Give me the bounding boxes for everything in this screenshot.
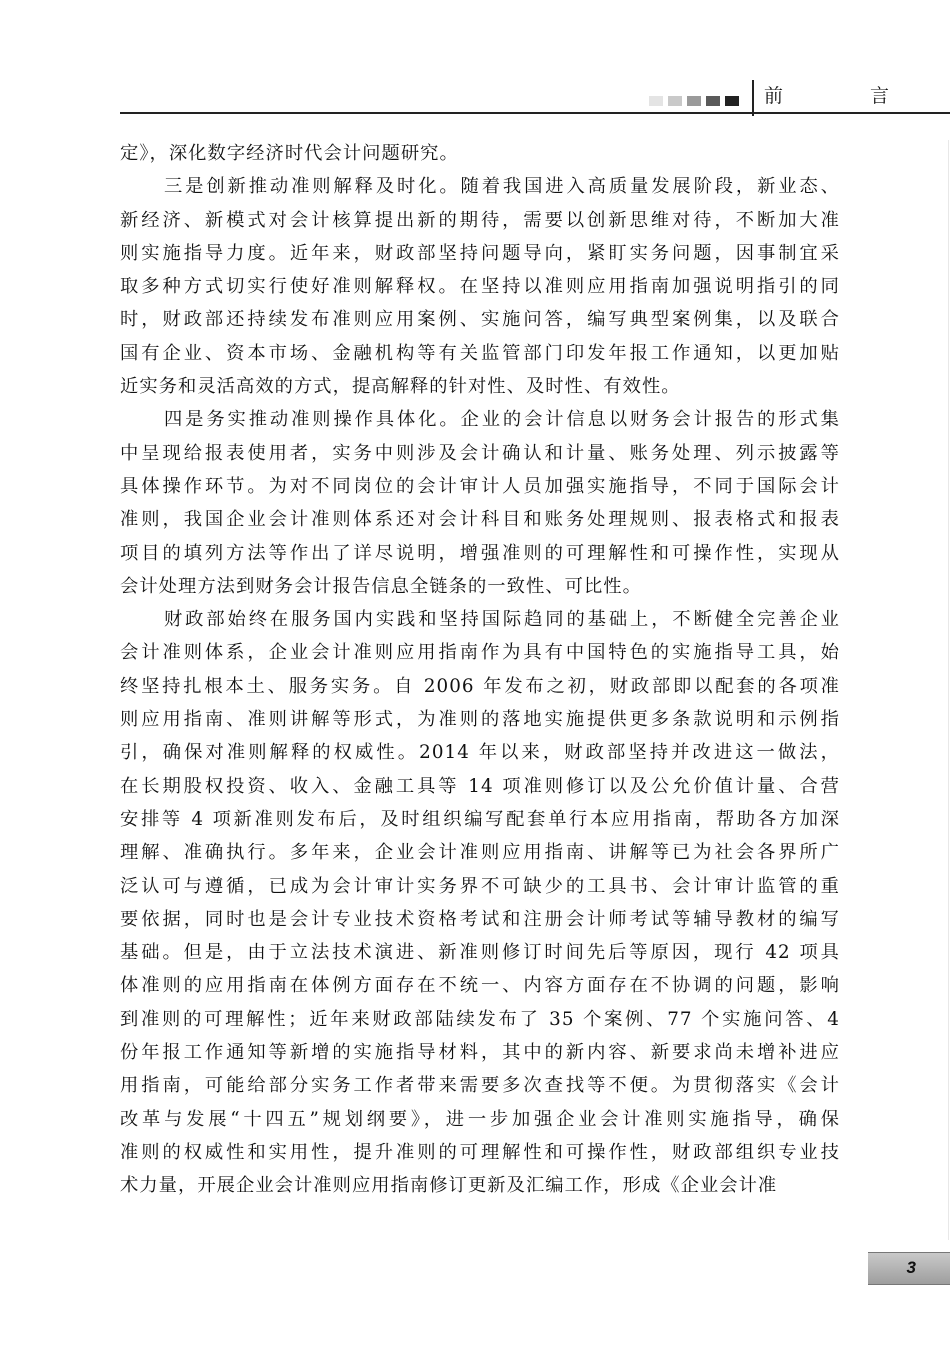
text-line: 时，财政部还持续发布准则应用案例、实施问答，编写典型案例集，以及联合: [120, 309, 840, 331]
header-square: [668, 96, 682, 106]
text-line: 准则，我国企业会计准则体系还对会计科目和账务处理规则、报表格式和报表: [120, 509, 840, 531]
text-line: 体准则的应用指南在体例方面存在不统一、内容方面存在不协调的问题，影响: [120, 975, 840, 997]
paragraph: [120, 137, 840, 170]
text-line: 则实施指导力度。近年来，财政部坚持问题导向，紧盯实务问题，因事制宜采: [120, 242, 840, 264]
text-line: 到准则的可理解性；近年来财政部陆续发布了 35 个案例、77 个实施问答、4: [120, 1008, 840, 1030]
text-line: 项目的填列方法等作出了详尽说明，增强准则的可理解性和可操作性，实现从: [120, 542, 840, 564]
text-line: 中呈现给报表使用者，实务中则涉及会计确认和计量、账务处理、列示披露等: [120, 442, 840, 464]
section-title: 前 言: [764, 85, 924, 107]
text-line: 财政部始终在服务国内实践和坚持国际趋同的基础上，不断健全完善企业: [164, 609, 840, 631]
running-header: [0, 0, 950, 130]
text-line: 新经济、新模式对会计核算提出新的期待，需要以创新思维对待，不断加大准: [120, 209, 840, 231]
header-square: [725, 96, 739, 106]
page-number-tab: [868, 1252, 950, 1285]
text-line: 定》，深化数字经济时代会计问题研究。: [120, 143, 459, 164]
text-line: 终坚持扎根本土、服务实务。自 2006 年发布之初，财政部即以配套的各项准: [120, 675, 840, 697]
header-rule: [120, 112, 950, 114]
text-line: 基础。但是，由于立法技术演进、新准则修订时间先后等原因，现行 42 项具: [120, 942, 840, 964]
text-line: 会计处理方法到财务会计报告信息全链条的一致性、可比性。: [120, 575, 642, 597]
text-line: 安排等 4 项新准则发布后，及时组织编写配套单行本应用指南，帮助各方加深: [120, 808, 840, 830]
page-edge: [948, 140, 949, 1240]
paragraph: [120, 170, 840, 403]
text-line: 在长期股权投资、收入、金融工具等 14 项准则修订以及公允价值计量、合营: [120, 775, 840, 797]
text-line: 要依据，同时也是会计专业技术资格考试和注册会计师考试等辅导教材的编写: [120, 908, 840, 930]
header-square: [706, 96, 720, 106]
text-line: 术力量，开展企业会计准则应用指南修订更新及汇编工作，形成《企业会计准: [120, 1175, 778, 1197]
text-line: 用指南，可能给部分实务工作者带来需要多次查找等不便。为贯彻落实《会计: [120, 1075, 840, 1097]
header-divider: [752, 80, 754, 116]
text-line: 泛认可与遵循，已成为会计审计实务界不可缺少的工具书、会计审计监管的重: [120, 875, 840, 897]
text-line: 四是务实推动准则操作具体化。企业的会计信息以财务会计报告的形式集: [164, 409, 840, 431]
header-square: [687, 96, 701, 106]
header-square: [649, 96, 663, 106]
text-line: 国有企业、资本市场、金融机构等有关监管部门印发年报工作通知，以更加贴: [120, 342, 840, 364]
text-line: 近实务和灵活高效的方式，提高解释的针对性、及时性、有效性。: [120, 376, 681, 398]
page-number: 3: [906, 1258, 916, 1277]
text-line: 引，确保对准则解释的权威性。2014 年以来，财政部坚持并改进这一做法，: [120, 742, 840, 764]
paragraph: [120, 403, 840, 603]
text-line: 取多种方式切实行使好准则解释权。在坚持以准则应用指南加强说明指引的同: [120, 276, 840, 298]
text-line: 理解、准确执行。多年来，企业会计准则应用指南、讲解等已为社会各界所广: [120, 842, 840, 864]
text-line: 份年报工作通知等新增的实施指导材料，其中的新内容、新要求尚未增补进应: [120, 1042, 840, 1064]
text-line: 会计准则体系，企业会计准则应用指南作为具有中国特色的实施指导工具，始: [120, 642, 840, 664]
text-line: 准则的权威性和实用性，提升准则的可理解性和可操作性，财政部组织专业技: [120, 1141, 840, 1163]
text-line: 三是创新推动准则解释及时化。随着我国进入高质量发展阶段，新业态、: [164, 176, 840, 198]
text-line: 改革与发展“十四五”规划纲要》，进一步加强企业会计准则实施指导，确保: [120, 1108, 840, 1130]
body-text: [120, 137, 840, 1203]
text-line: 则应用指南、准则讲解等形式，为准则的落地实施提供更多条款说明和示例指: [120, 709, 840, 731]
text-line: 具体操作环节。为对不同岗位的会计审计人员加强实施指导，不同于国际会计: [120, 475, 840, 497]
paragraph: [120, 603, 840, 1202]
